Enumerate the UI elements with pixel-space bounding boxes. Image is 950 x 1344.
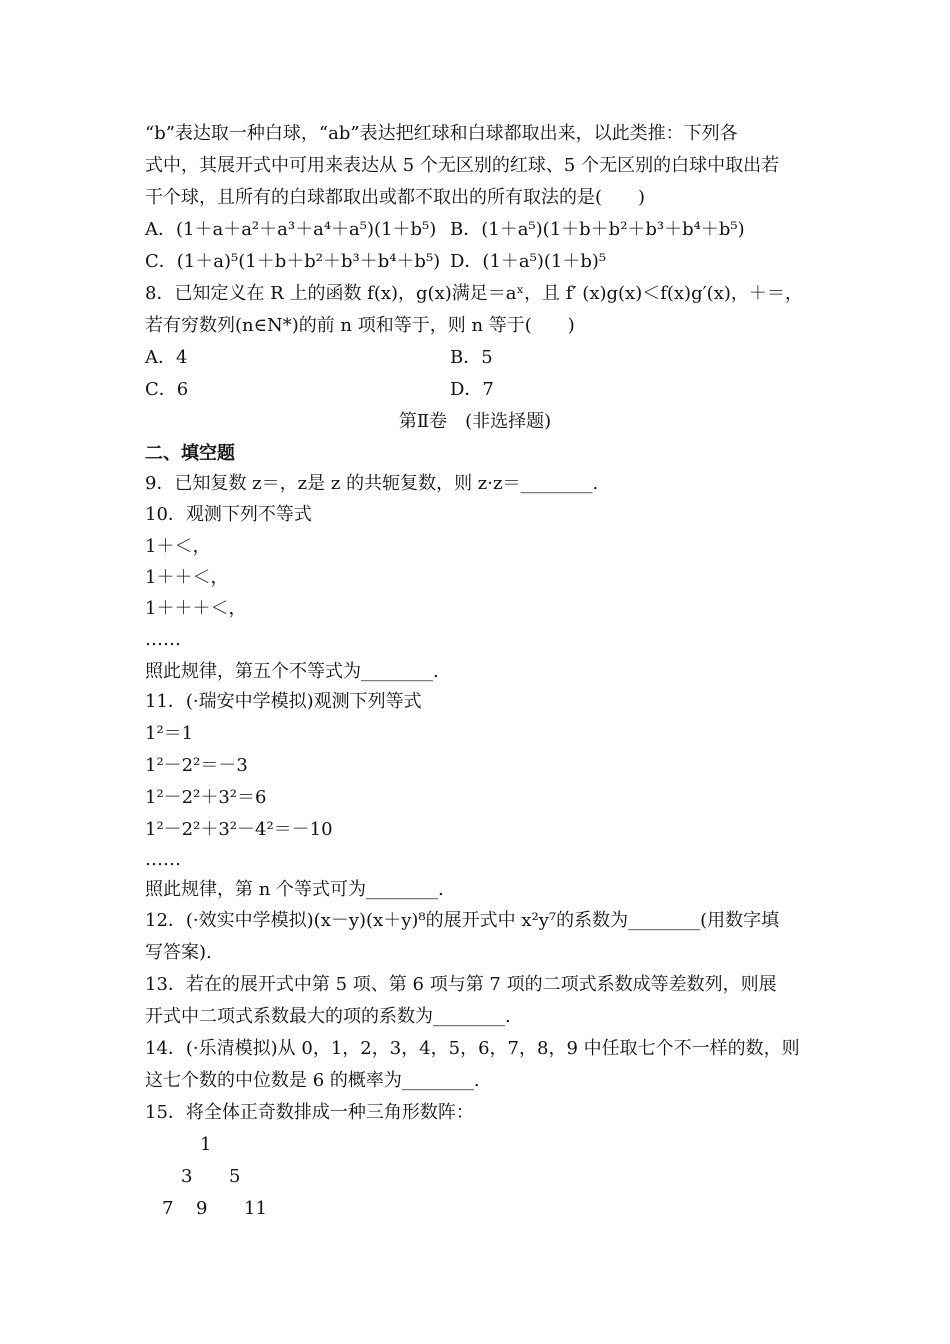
q7-option-a: A．(1＋a＋a²＋a³＋a⁴＋a⁵)(1＋b⁵)	[145, 219, 437, 240]
q8-line-1: 8．已知定义在 R 上的函数 f(x)，g(x)满足＝aˣ，且 f′ (x)g(x)＜f(x)g′(x)，＋＝，	[145, 283, 803, 304]
q10-inequality-2: 1＋＋＜，	[145, 567, 229, 588]
triangle-cell: 1	[200, 1134, 212, 1155]
triangle-cell: 7	[162, 1198, 174, 1219]
q7-option-c: C．(1＋a)⁵(1＋b＋b²＋b³＋b⁴＋b⁵)	[145, 251, 441, 272]
q12-line-2: 写答案).	[145, 942, 212, 963]
q10-ellipsis: ……	[145, 629, 181, 650]
q7-line-3: 干个球，且所有的白球都取出或都不取出的所有取法的是( )	[145, 187, 646, 208]
section-2-title: 第Ⅱ卷 (非选择题)	[398, 411, 552, 432]
q15-stem: 15．将全体正奇数排成一种三角形数阵：	[145, 1102, 474, 1123]
q8-option-c: C．6	[145, 379, 189, 400]
triangle-cell: 3	[181, 1166, 193, 1187]
q13-line-1: 13．若在的展开式中第 5 项、第 6 项与第 7 项的二项式系数成等差数列，则展	[145, 974, 777, 995]
q7-line-2: 式中，其展开式中可用来表达从 5 个无区别的红球、5 个无区别的白球中取出若	[145, 155, 780, 176]
q8-option-b: B．5	[450, 347, 493, 368]
q12-line-1: 12．(·效实中学模拟)(x－y)(x＋y)⁸的展开式中 x²y⁷的系数为________(用数字填	[145, 910, 780, 931]
q8-option-a: A．4	[145, 347, 188, 368]
q10-stem: 10．观测下列不等式	[145, 504, 312, 525]
q7-option-d: D．(1＋a⁵)(1＋b)⁵	[450, 251, 607, 272]
q11-equation-3: 1²－2²＋3²＝6	[145, 787, 267, 808]
q7-option-b: B．(1＋a⁵)(1＋b＋b²＋b³＋b⁴＋b⁵)	[450, 219, 745, 240]
q13-line-2: 开式中二项式系数最大的项的系数为________.	[145, 1006, 511, 1027]
q10-question: 照此规律，第五个不等式为________.	[145, 661, 439, 682]
q8-option-d: D．7	[450, 379, 494, 400]
q11-ellipsis: ……	[145, 849, 181, 870]
q14-line-2: 这七个数的中位数是 6 的概率为________.	[145, 1070, 480, 1091]
q11-question: 照此规律，第 n 个等式可为________.	[145, 879, 444, 900]
q7-line-1: “b”表达取一种白球，“ab”表达把红球和白球都取出来，以此类推：下列各	[145, 123, 738, 144]
triangle-cell: 5	[229, 1166, 241, 1187]
q10-inequality-3: 1＋＋＋＜，	[145, 598, 247, 619]
q11-equation-4: 1²－2²＋3²－4²＝－10	[145, 819, 333, 840]
q11-stem: 11．(·瑞安中学模拟)观测下列等式	[145, 691, 422, 712]
triangle-cell: 9	[196, 1198, 208, 1219]
q8-line-2: 若有穷数列(n∈N*)的前 n 项和等于，则 n 等于( )	[145, 315, 575, 336]
q11-equation-1: 1²＝1	[145, 723, 194, 744]
q9-text: 9．已知复数 z＝，z是 z 的共轭复数，则 z·z＝________.	[145, 473, 599, 494]
q14-line-1: 14．(·乐清模拟)从 0，1，2，3，4，5，6，7，8，9 中任取七个不一样的数，则	[145, 1038, 800, 1059]
q10-inequality-1: 1＋＜，	[145, 536, 211, 557]
fill-in-heading: 二、填空题	[145, 443, 235, 464]
q11-equation-2: 1²－2²＝－3	[145, 755, 248, 776]
triangle-cell: 11	[244, 1198, 267, 1219]
